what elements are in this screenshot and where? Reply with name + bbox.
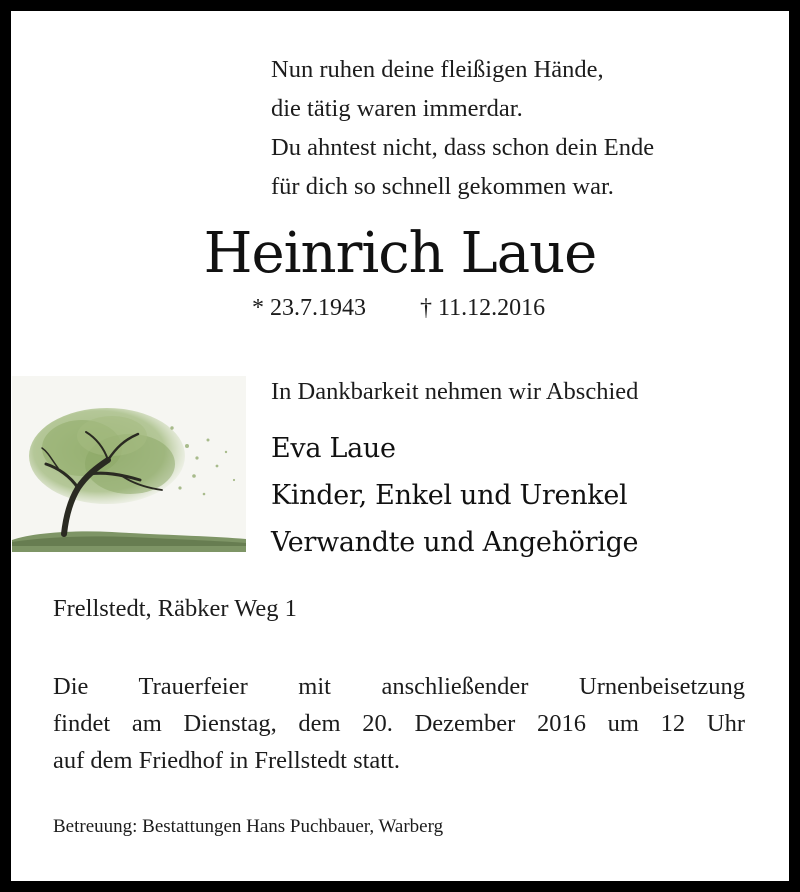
mourner-name: Eva Laue bbox=[271, 433, 396, 464]
windblown-tree-icon bbox=[12, 376, 246, 552]
ceremony-line: Die Trauerfeier mit anschließender Urnenbeisetzung bbox=[53, 673, 745, 700]
funeral-home: Betreuung: Bestattungen Hans Puchbauer, Warberg bbox=[53, 816, 444, 837]
deceased-name: Heinrich Laue bbox=[203, 221, 597, 286]
mourner-name: Verwandte und Angehörige bbox=[271, 527, 639, 558]
ceremony-line: auf dem Friedhof in Frellstedt statt. bbox=[53, 747, 401, 774]
mourners-list bbox=[271, 425, 638, 566]
poem-line: Nun ruhen deine fleißigen Hände, bbox=[271, 56, 604, 83]
poem-line: die tätig waren immerdar. bbox=[271, 95, 523, 122]
ceremony-line: findet am Dienstag, dem 20. Dezember 2016 um 12 Uhr bbox=[53, 710, 745, 737]
death-date: † 11.12.2016 bbox=[420, 295, 546, 321]
poem-line: für dich so schnell gekommen war. bbox=[271, 173, 614, 200]
birth-date: * 23.7.1943 bbox=[252, 295, 366, 321]
ceremony-info bbox=[53, 668, 745, 779]
poem-line: Du ahntest nicht, dass schon dein Ende bbox=[271, 134, 655, 161]
mourner-name: Kinder, Enkel und Urenkel bbox=[271, 480, 628, 511]
thanks-line: In Dankbarkeit nehmen wir Abschied bbox=[271, 378, 639, 405]
poem bbox=[271, 50, 654, 206]
address: Frellstedt, Räbker Weg 1 bbox=[53, 595, 297, 622]
